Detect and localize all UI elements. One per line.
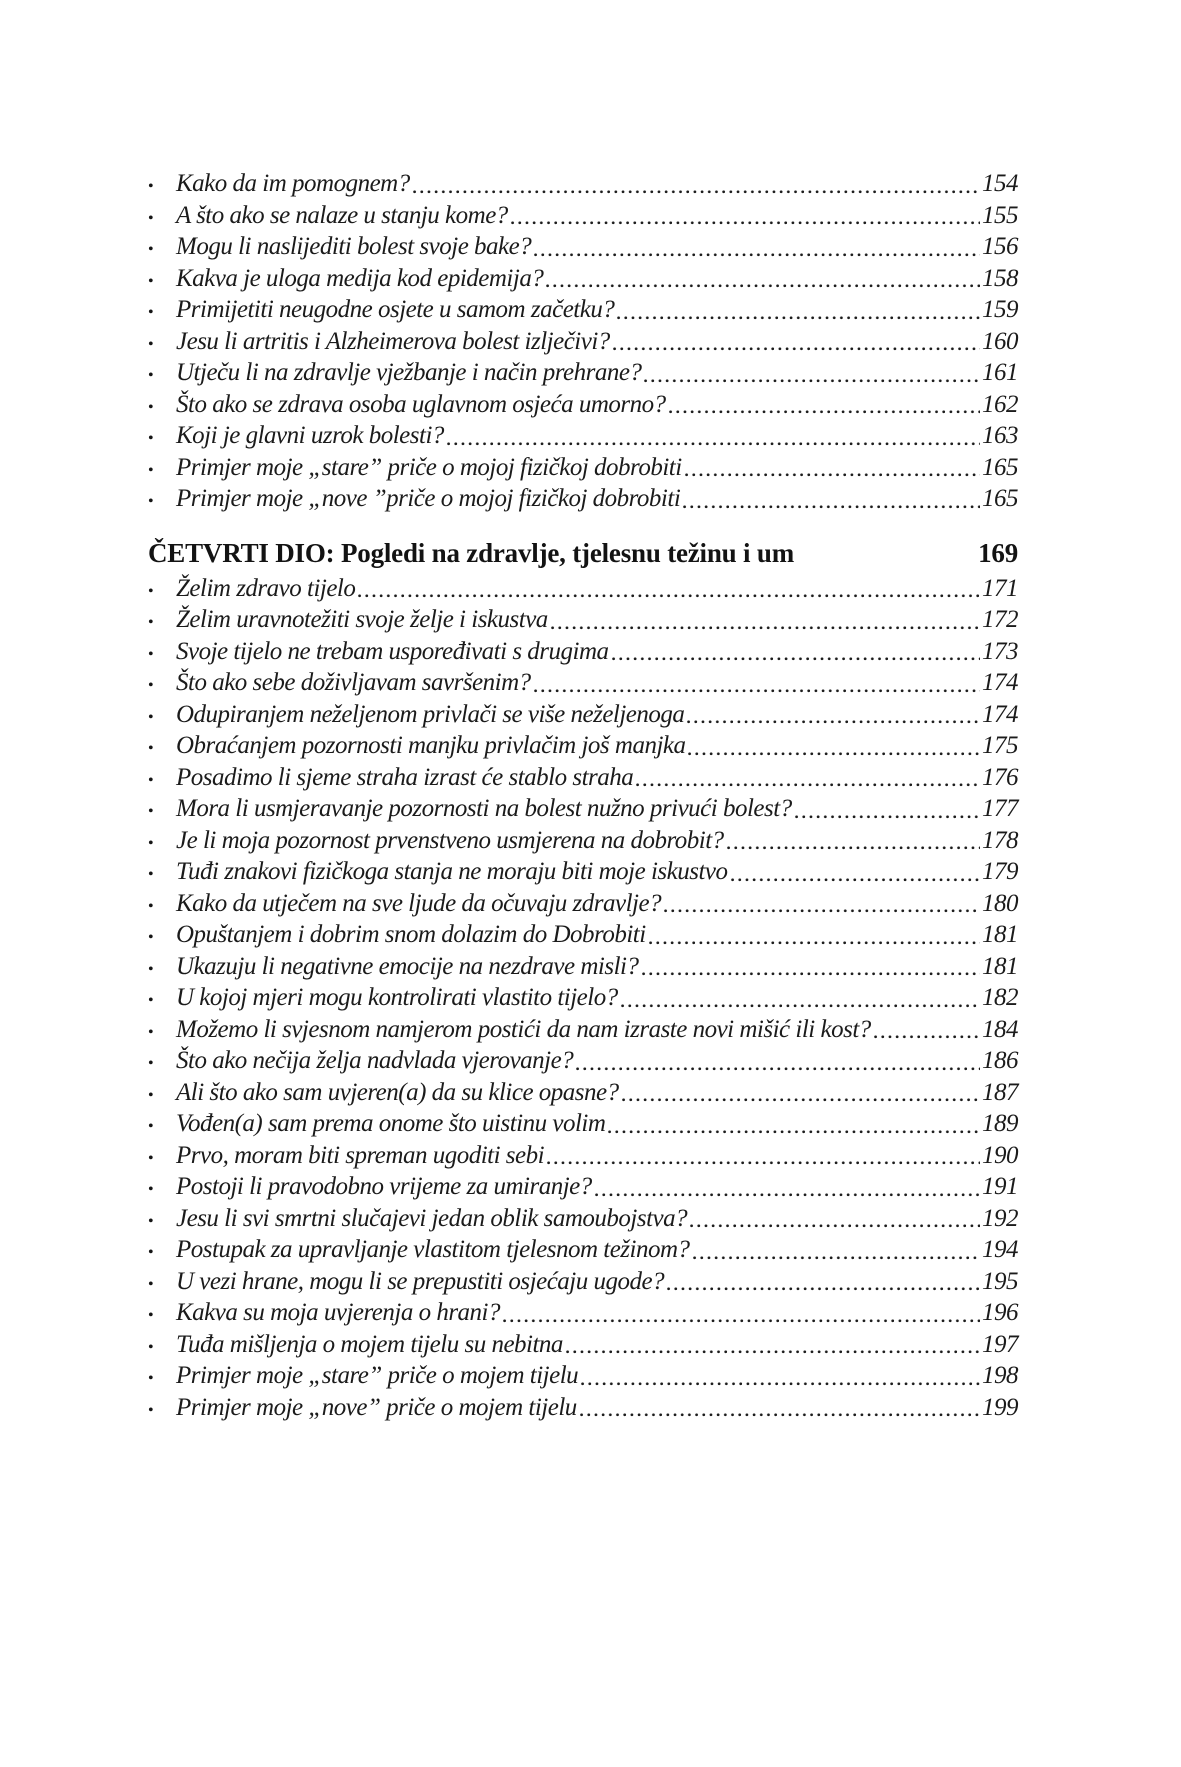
toc-entry [148, 1045, 1018, 1077]
toc-entry-title: Tuđa mišljenja o mojem tijelu su nebitna [176, 1330, 563, 1358]
bullet-icon: • [148, 304, 154, 321]
toc-entry-title: Obraćanjem pozornosti manjku privlačim još manjka [176, 732, 686, 759]
toc-entry-page-number: 182 [982, 984, 1018, 1011]
dot-leader [534, 253, 980, 257]
dot-leader [595, 1193, 980, 1197]
toc-entry-title: Jesu li artritis i Alzheimerova bolest izlječivi? [176, 327, 610, 355]
toc-entry-title: Što ako nečija želja nadvlada vjerovanje? [176, 1047, 574, 1074]
bullet-icon: • [148, 1370, 154, 1387]
toc-entry-title: Kakva je uloga medija kod epidemija? [176, 264, 544, 292]
toc-entry-title: Možemo li svjesnom namjerom postići da nam izraste novi mišić ili kost? [176, 1015, 871, 1043]
toc-entry-page-number: 181 [982, 921, 1018, 948]
bullet-icon: • [148, 1401, 154, 1419]
bullet-icon: • [148, 708, 154, 726]
bullet-icon: • [148, 834, 154, 852]
toc-entry-title: Kako da utječem na sve ljude da očuvaju zdravlje? [176, 889, 662, 917]
bullet-icon: • [148, 367, 154, 384]
bullet-icon: • [148, 803, 154, 820]
toc-entry-title: U vezi hrane, mogu li se prepustiti osjećaju ugode? [176, 1267, 665, 1295]
bullet-icon: • [148, 430, 154, 447]
toc-entry [148, 1297, 1018, 1329]
toc-entry [148, 200, 1018, 232]
toc-entry-title: Primjer moje „stare” priče o mojem tijelu [176, 1362, 579, 1389]
toc-entry-title: Jesu li svi smrtni slučajevi jedan oblik samoubojstva? [176, 1204, 688, 1232]
bullet-icon: • [148, 1244, 154, 1261]
dot-leader [547, 1161, 980, 1165]
bullet-icon: • [148, 740, 154, 757]
toc-entry-title: Primjer moje „nove ”priče o mojoj fizičkoj dobrobiti [176, 485, 681, 512]
toc-entry-title: Tuđi znakovi fizičkoga stanja ne moraju biti moje iskustvo [176, 858, 728, 885]
toc-entry [148, 951, 1018, 983]
toc-entry-title: Mora li usmjeravanje pozornosti na bolest nužno privući bolest? [176, 795, 792, 822]
bullet-icon: • [148, 1307, 154, 1324]
toc-entry-page-number: 161 [982, 359, 1018, 386]
toc-entry [148, 1329, 1018, 1361]
toc-entry-title: Primjer moje „stare” priče o mojoj fizičkoj dobrobiti [176, 453, 682, 481]
bullet-icon: • [148, 1118, 154, 1135]
toc-entry-page-number: 184 [982, 1015, 1018, 1043]
dot-leader [727, 846, 980, 850]
dot-leader [685, 473, 980, 477]
dot-leader [690, 1224, 980, 1228]
toc-entry [148, 730, 1018, 762]
bullet-icon: • [148, 929, 154, 946]
dot-leader [642, 972, 981, 976]
toc-entry-page-number: 190 [982, 1141, 1018, 1169]
toc-entry [148, 389, 1018, 421]
toc-entry [148, 420, 1018, 452]
bullet-icon: • [148, 960, 154, 978]
toc-entry [148, 263, 1018, 295]
toc-entry-title: Ukazuju li negativne emocije na nezdrave misli? [176, 952, 639, 980]
part-heading-page-number: 169 [978, 537, 1018, 568]
toc-entry-title: Postupak za upravljanje vlastitom tjelesnom težinom? [176, 1236, 690, 1263]
toc-entry-title: A što ako se nalaze u stanju kome? [176, 201, 508, 229]
toc-entry [148, 1203, 1018, 1235]
toc-entry-page-number: 158 [982, 264, 1018, 292]
bullet-icon: • [148, 677, 154, 694]
toc-entry-page-number: 177 [982, 795, 1018, 822]
toc-entry-title: Želim zdravo tijelo [176, 574, 356, 602]
dot-leader [534, 689, 980, 693]
toc-entry-title: Kako da im pomognem? [176, 170, 410, 197]
toc-entry-page-number: 174 [982, 700, 1018, 728]
dot-leader [622, 1098, 980, 1102]
toc-entry [148, 483, 1018, 515]
toc-entry [148, 1266, 1018, 1298]
toc-entry [148, 919, 1018, 951]
toc-entry-title: Prvo, moram biti spreman ugoditi sebi [176, 1141, 545, 1169]
dot-leader [580, 1413, 980, 1417]
toc-entry [148, 1171, 1018, 1203]
toc-entry [148, 982, 1018, 1014]
dot-leader [551, 626, 980, 630]
bullet-icon: • [148, 461, 154, 479]
dot-leader [795, 815, 980, 819]
toc-entry-page-number: 154 [982, 170, 1018, 197]
toc-entry-title: Koji je glavni uzrok bolesti? [176, 422, 444, 449]
bullet-icon: • [148, 897, 154, 915]
toc-entry-page-number: 198 [982, 1362, 1018, 1389]
toc-entry-page-number: 173 [982, 637, 1018, 665]
toc-entry [148, 636, 1018, 668]
toc-entry-page-number: 155 [982, 201, 1018, 229]
part-heading [148, 533, 1018, 573]
bullet-icon: • [148, 1149, 154, 1167]
toc-entry-page-number: 171 [982, 574, 1018, 602]
part-heading-title: ČETVRTI DIO: Pogledi na zdravlje, tjelesnu težinu i um [148, 537, 794, 568]
toc-list [148, 168, 1018, 1423]
toc-entry [148, 1108, 1018, 1140]
toc-entry-page-number: 195 [982, 1267, 1018, 1295]
toc-entry-page-number: 186 [982, 1047, 1018, 1074]
toc-entry-title: Opuštanjem i dobrim snom dolazim do Dobrobiti [176, 921, 646, 948]
bullet-icon: • [148, 582, 154, 600]
dot-leader [612, 657, 980, 661]
dot-leader [687, 720, 980, 724]
toc-entry-title: Svoje tijelo ne trebam uspoređivati s drugima [176, 637, 609, 665]
bullet-icon: • [148, 335, 154, 353]
toc-entry [148, 667, 1018, 699]
toc-entry [148, 888, 1018, 920]
toc-entry-page-number: 181 [982, 952, 1018, 980]
dot-leader [693, 1256, 980, 1260]
toc-entry [148, 699, 1018, 731]
toc-entry-page-number: 192 [982, 1204, 1018, 1232]
bullet-icon: • [148, 992, 154, 1009]
dot-leader [688, 752, 980, 756]
toc-entry [148, 1360, 1018, 1392]
bullet-icon: • [148, 1086, 154, 1104]
toc-entry-page-number: 191 [982, 1173, 1018, 1200]
toc-entry-page-number: 194 [982, 1236, 1018, 1263]
toc-entry [148, 793, 1018, 825]
toc-entry-title: Što ako sebe doživljavam savršenim? [176, 669, 531, 696]
bullet-icon: • [148, 1023, 154, 1041]
toc-entry-page-number: 176 [982, 763, 1018, 791]
dot-leader [621, 1004, 980, 1008]
toc-entry-title: Želim uravnotežiti svoje želje i iskustva [176, 606, 548, 633]
toc-entry [148, 762, 1018, 794]
toc-entry-page-number: 159 [982, 296, 1018, 323]
toc-entry [148, 231, 1018, 263]
toc-entry-title: Što ako se zdrava osoba uglavnom osjeća umorno? [176, 390, 666, 418]
dot-leader [649, 941, 980, 945]
bullet-icon: • [148, 1181, 154, 1198]
toc-entry [148, 604, 1018, 636]
bullet-icon: • [148, 493, 154, 510]
dot-leader [566, 1350, 980, 1354]
toc-entry [148, 357, 1018, 389]
dot-leader [447, 442, 980, 446]
toc-entry [148, 573, 1018, 605]
bullet-icon: • [148, 1212, 154, 1230]
toc-entry-title: Primjer moje „nove” priče o mojem tijelu [176, 1393, 577, 1421]
toc-entry-page-number: 174 [982, 669, 1018, 696]
toc-entry [148, 452, 1018, 484]
toc-entry-title: Posadimo li sjeme straha izrast će stablo straha [176, 763, 634, 791]
bullet-icon: • [148, 614, 154, 631]
toc-entry-title: Ali što ako sam uvjeren(a) da su klice opasne? [176, 1078, 619, 1106]
toc-entry-title: Odupiranjem neželjenom privlači se više neželjenoga [176, 700, 685, 728]
dot-leader [636, 783, 980, 787]
toc-entry [148, 326, 1018, 358]
dot-leader [874, 1035, 980, 1039]
bullet-icon: • [148, 866, 154, 883]
toc-entry [148, 294, 1018, 326]
dot-leader [664, 909, 980, 913]
dot-leader [613, 347, 980, 351]
dot-leader [581, 1382, 980, 1386]
toc-entry-title: Mogu li naslijediti bolest svoje bake? [176, 233, 532, 260]
bullet-icon: • [148, 241, 154, 258]
toc-entry-title: Utječu li na zdravlje vježbanje i način prehrane? [176, 359, 642, 386]
toc-entry [148, 1392, 1018, 1424]
toc-entry-page-number: 179 [982, 858, 1018, 885]
dot-leader [511, 221, 980, 225]
toc-entry [148, 1140, 1018, 1172]
dot-leader [667, 1287, 980, 1291]
toc-entry-page-number: 197 [982, 1330, 1018, 1358]
toc-entry [148, 825, 1018, 857]
toc-entry-page-number: 175 [982, 732, 1018, 759]
dot-leader [669, 410, 980, 414]
bullet-icon: • [148, 209, 154, 227]
dot-leader [413, 190, 980, 194]
dot-leader [546, 284, 980, 288]
dot-leader [358, 594, 980, 598]
dot-leader [617, 316, 980, 320]
dot-leader [608, 1130, 980, 1134]
toc-entry-title: Primijetiti neugodne osjete u samom začetku? [176, 296, 615, 323]
dot-leader [683, 505, 980, 509]
toc-entry-page-number: 160 [982, 327, 1018, 355]
toc-entry [148, 1014, 1018, 1046]
toc-entry-page-number: 165 [982, 453, 1018, 481]
toc-entry-page-number: 162 [982, 390, 1018, 418]
bullet-icon: • [148, 645, 154, 663]
dot-leader [731, 878, 980, 882]
bullet-icon: • [148, 178, 154, 195]
bullet-icon: • [148, 272, 154, 290]
toc-entry-title: Je li moja pozornost prvenstveno usmjerena na dobrobit? [176, 826, 724, 854]
dot-leader [503, 1319, 980, 1323]
toc-entry-page-number: 189 [982, 1110, 1018, 1137]
toc-entry-page-number: 156 [982, 233, 1018, 260]
toc-entry-page-number: 199 [982, 1393, 1018, 1421]
toc-entry [148, 1077, 1018, 1109]
toc-entry-page-number: 187 [982, 1078, 1018, 1106]
bullet-icon: • [148, 771, 154, 789]
toc-entry [148, 856, 1018, 888]
bullet-icon: • [148, 398, 154, 416]
toc-entry-page-number: 180 [982, 889, 1018, 917]
toc-entry [148, 168, 1018, 200]
toc-entry [148, 1234, 1018, 1266]
dot-leader [644, 379, 980, 383]
toc-entry-page-number: 196 [982, 1299, 1018, 1326]
toc-entry-page-number: 165 [982, 485, 1018, 512]
bullet-icon: • [148, 1275, 154, 1293]
bullet-icon: • [148, 1055, 154, 1072]
dot-leader [576, 1067, 980, 1071]
toc-entry-page-number: 172 [982, 606, 1018, 633]
toc-entry-page-number: 178 [982, 826, 1018, 854]
toc-entry-page-number: 163 [982, 422, 1018, 449]
toc-entry-title: Kakva su moja uvjerenja o hrani? [176, 1299, 501, 1326]
bullet-icon: • [148, 1338, 154, 1356]
toc-entry-title: Postoji li pravodobno vrijeme za umiranje? [176, 1173, 592, 1200]
toc-entry-title: U kojoj mjeri mogu kontrolirati vlastito tijelo? [176, 984, 618, 1011]
toc-entry-title: Vođen(a) sam prema onome što uistinu volim [176, 1110, 606, 1137]
